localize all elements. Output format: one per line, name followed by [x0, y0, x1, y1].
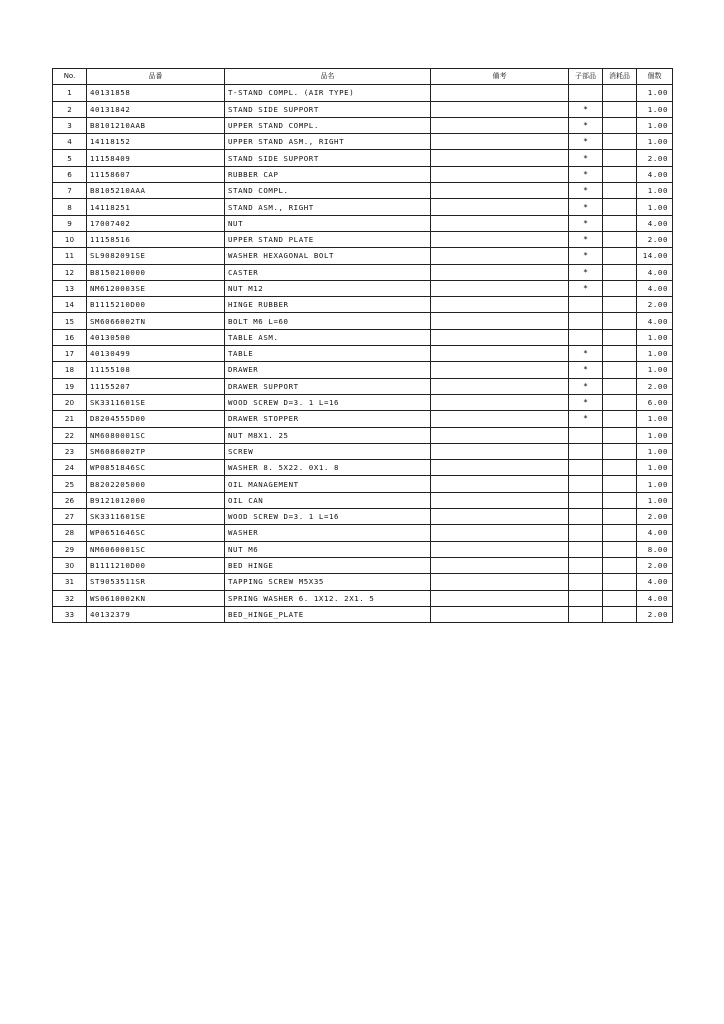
- row-remarks: [431, 427, 569, 443]
- row-quantity: 1.00: [637, 427, 673, 443]
- row-sub-part-mark: *: [569, 117, 603, 133]
- row-no: 32: [53, 590, 87, 606]
- row-no: 28: [53, 525, 87, 541]
- row-part-name: WASHER 8. 5X22. 0X1. 8: [225, 460, 431, 476]
- table-row: [53, 509, 673, 525]
- row-remarks: [431, 362, 569, 378]
- row-consumable-mark: [603, 166, 637, 182]
- row-consumable-mark: [603, 248, 637, 264]
- row-part-name: UPPER STAND PLATE: [225, 231, 431, 247]
- table-row: [53, 590, 673, 606]
- row-part-name: RUBBER CAP: [225, 166, 431, 182]
- row-no: 24: [53, 460, 87, 476]
- row-consumable-mark: [603, 362, 637, 378]
- row-part-no: D8204555D00: [87, 411, 225, 427]
- row-consumable-mark: [603, 509, 637, 525]
- row-part-no: WP0851846SC: [87, 460, 225, 476]
- row-sub-part-mark: *: [569, 362, 603, 378]
- row-part-no: SK3311601SE: [87, 394, 225, 410]
- row-remarks: [431, 329, 569, 345]
- table-row: [53, 460, 673, 476]
- row-sub-part-mark: *: [569, 166, 603, 182]
- row-part-no: SK3311601SE: [87, 509, 225, 525]
- row-part-no: 40130499: [87, 346, 225, 362]
- row-part-no: 11158409: [87, 150, 225, 166]
- table-row: [53, 411, 673, 427]
- row-no: 19: [53, 378, 87, 394]
- row-no: 21: [53, 411, 87, 427]
- row-sub-part-mark: [569, 492, 603, 508]
- row-sub-part-mark: [569, 590, 603, 606]
- row-no: 25: [53, 476, 87, 492]
- row-sub-part-mark: *: [569, 346, 603, 362]
- row-part-no: 17007402: [87, 215, 225, 231]
- row-part-no: 14118251: [87, 199, 225, 215]
- row-quantity: 6.00: [637, 394, 673, 410]
- table-row: [53, 85, 673, 101]
- row-quantity: 4.00: [637, 264, 673, 280]
- row-consumable-mark: [603, 574, 637, 590]
- table-row: [53, 525, 673, 541]
- row-quantity: 2.00: [637, 231, 673, 247]
- row-sub-part-mark: *: [569, 199, 603, 215]
- row-part-name: HINGE RUBBER: [225, 297, 431, 313]
- row-part-no: B8101210AAB: [87, 117, 225, 133]
- row-part-name: TABLE ASM.: [225, 329, 431, 345]
- row-consumable-mark: [603, 117, 637, 133]
- row-part-name: NUT M6: [225, 541, 431, 557]
- table-row: [53, 248, 673, 264]
- row-no: 11: [53, 248, 87, 264]
- table-row: [53, 297, 673, 313]
- row-consumable-mark: [603, 427, 637, 443]
- row-part-no: 40132379: [87, 606, 225, 622]
- row-no: 13: [53, 280, 87, 296]
- table-row: [53, 101, 673, 117]
- row-quantity: 2.00: [637, 509, 673, 525]
- row-sub-part-mark: [569, 525, 603, 541]
- row-no: 26: [53, 492, 87, 508]
- row-consumable-mark: [603, 101, 637, 117]
- row-sub-part-mark: [569, 297, 603, 313]
- row-part-no: SL9082091SE: [87, 248, 225, 264]
- row-part-no: B8105210AAA: [87, 183, 225, 199]
- row-part-no: 11155108: [87, 362, 225, 378]
- table-row: [53, 329, 673, 345]
- table-row: [53, 117, 673, 133]
- row-part-name: WOOD SCREW D=3. 1 L=16: [225, 509, 431, 525]
- row-quantity: 1.00: [637, 443, 673, 459]
- row-consumable-mark: [603, 394, 637, 410]
- row-part-name: CASTER: [225, 264, 431, 280]
- row-consumable-mark: [603, 297, 637, 313]
- row-consumable-mark: [603, 329, 637, 345]
- row-part-name: STAND COMPL.: [225, 183, 431, 199]
- row-part-name: TABLE: [225, 346, 431, 362]
- row-part-name: UPPER STAND ASM., RIGHT: [225, 134, 431, 150]
- row-remarks: [431, 590, 569, 606]
- row-consumable-mark: [603, 541, 637, 557]
- row-sub-part-mark: *: [569, 394, 603, 410]
- header-sub-part: 子部品: [569, 69, 603, 85]
- row-sub-part-mark: [569, 329, 603, 345]
- row-no: 5: [53, 150, 87, 166]
- table-row: [53, 264, 673, 280]
- row-sub-part-mark: [569, 606, 603, 622]
- row-no: 20: [53, 394, 87, 410]
- row-remarks: [431, 166, 569, 182]
- row-part-name: UPPER STAND COMPL.: [225, 117, 431, 133]
- row-quantity: 4.00: [637, 215, 673, 231]
- row-sub-part-mark: [569, 313, 603, 329]
- row-remarks: [431, 492, 569, 508]
- row-part-name: WASHER HEXAGONAL BOLT: [225, 248, 431, 264]
- row-part-name: STAND SIDE SUPPORT: [225, 150, 431, 166]
- row-no: 8: [53, 199, 87, 215]
- row-quantity: 1.00: [637, 346, 673, 362]
- row-part-name: BED_HINGE_PLATE: [225, 606, 431, 622]
- row-remarks: [431, 183, 569, 199]
- row-quantity: 4.00: [637, 525, 673, 541]
- row-part-name: NUT: [225, 215, 431, 231]
- header-row: [53, 69, 673, 85]
- row-consumable-mark: [603, 280, 637, 296]
- row-part-no: 40130500: [87, 329, 225, 345]
- row-sub-part-mark: [569, 85, 603, 101]
- row-consumable-mark: [603, 346, 637, 362]
- row-part-no: SM6066002TN: [87, 313, 225, 329]
- row-no: 17: [53, 346, 87, 362]
- row-sub-part-mark: [569, 541, 603, 557]
- row-quantity: 2.00: [637, 378, 673, 394]
- row-no: 6: [53, 166, 87, 182]
- row-sub-part-mark: *: [569, 134, 603, 150]
- header-part-name: 品名: [225, 69, 431, 85]
- table-row: [53, 183, 673, 199]
- row-quantity: 1.00: [637, 476, 673, 492]
- row-part-no: NM6080001SC: [87, 427, 225, 443]
- row-quantity: 4.00: [637, 574, 673, 590]
- row-quantity: 1.00: [637, 85, 673, 101]
- row-part-no: WS0610002KN: [87, 590, 225, 606]
- row-no: 31: [53, 574, 87, 590]
- row-sub-part-mark: *: [569, 411, 603, 427]
- row-no: 15: [53, 313, 87, 329]
- row-remarks: [431, 264, 569, 280]
- row-consumable-mark: [603, 443, 637, 459]
- row-no: 1: [53, 85, 87, 101]
- row-no: 16: [53, 329, 87, 345]
- header-consumable: 消耗品: [603, 69, 637, 85]
- row-quantity: 1.00: [637, 362, 673, 378]
- row-part-no: SM6086002TP: [87, 443, 225, 459]
- row-consumable-mark: [603, 183, 637, 199]
- row-remarks: [431, 606, 569, 622]
- row-part-no: 14118152: [87, 134, 225, 150]
- table-row: [53, 557, 673, 573]
- row-sub-part-mark: *: [569, 231, 603, 247]
- row-no: 9: [53, 215, 87, 231]
- row-remarks: [431, 85, 569, 101]
- row-quantity: 1.00: [637, 101, 673, 117]
- row-consumable-mark: [603, 313, 637, 329]
- row-remarks: [431, 394, 569, 410]
- row-remarks: [431, 460, 569, 476]
- table-row: [53, 606, 673, 622]
- row-part-name: WOOD SCREW D=3. 1 L=16: [225, 394, 431, 410]
- row-remarks: [431, 248, 569, 264]
- table-row: [53, 346, 673, 362]
- row-no: 3: [53, 117, 87, 133]
- row-part-no: 40131842: [87, 101, 225, 117]
- row-quantity: 4.00: [637, 166, 673, 182]
- table-row: [53, 215, 673, 231]
- row-remarks: [431, 411, 569, 427]
- row-no: 7: [53, 183, 87, 199]
- row-part-no: B1115210D00: [87, 297, 225, 313]
- row-no: 12: [53, 264, 87, 280]
- row-no: 2: [53, 101, 87, 117]
- row-quantity: 1.00: [637, 329, 673, 345]
- row-consumable-mark: [603, 476, 637, 492]
- row-sub-part-mark: [569, 574, 603, 590]
- row-remarks: [431, 231, 569, 247]
- table-row: [53, 313, 673, 329]
- row-sub-part-mark: [569, 427, 603, 443]
- row-no: 10: [53, 231, 87, 247]
- row-part-no: 40131858: [87, 85, 225, 101]
- row-part-no: NM6120003SE: [87, 280, 225, 296]
- table-row: [53, 231, 673, 247]
- row-remarks: [431, 101, 569, 117]
- row-consumable-mark: [603, 460, 637, 476]
- header-quantity: 個数: [637, 69, 673, 85]
- row-no: 29: [53, 541, 87, 557]
- row-no: 30: [53, 557, 87, 573]
- row-quantity: 8.00: [637, 541, 673, 557]
- table-row: [53, 362, 673, 378]
- row-no: 27: [53, 509, 87, 525]
- table-row: [53, 394, 673, 410]
- row-part-no: ST9053511SR: [87, 574, 225, 590]
- row-quantity: 1.00: [637, 117, 673, 133]
- row-quantity: 2.00: [637, 606, 673, 622]
- header-no: No.: [53, 69, 87, 85]
- parts-list-table: [52, 68, 673, 623]
- row-no: 14: [53, 297, 87, 313]
- row-remarks: [431, 378, 569, 394]
- row-part-name: BED HINGE: [225, 557, 431, 573]
- row-remarks: [431, 215, 569, 231]
- row-no: 18: [53, 362, 87, 378]
- row-quantity: 4.00: [637, 590, 673, 606]
- row-quantity: 1.00: [637, 183, 673, 199]
- row-remarks: [431, 134, 569, 150]
- row-consumable-mark: [603, 231, 637, 247]
- row-sub-part-mark: *: [569, 150, 603, 166]
- row-sub-part-mark: [569, 557, 603, 573]
- row-sub-part-mark: *: [569, 280, 603, 296]
- row-part-name: WASHER: [225, 525, 431, 541]
- row-sub-part-mark: *: [569, 215, 603, 231]
- row-remarks: [431, 557, 569, 573]
- row-part-name: NUT M8X1. 25: [225, 427, 431, 443]
- row-quantity: 1.00: [637, 460, 673, 476]
- row-consumable-mark: [603, 378, 637, 394]
- row-part-no: 11158516: [87, 231, 225, 247]
- table-row: [53, 134, 673, 150]
- row-quantity: 4.00: [637, 313, 673, 329]
- row-quantity: 1.00: [637, 411, 673, 427]
- row-consumable-mark: [603, 85, 637, 101]
- row-consumable-mark: [603, 150, 637, 166]
- row-part-name: NUT M12: [225, 280, 431, 296]
- table-row: [53, 541, 673, 557]
- row-quantity: 14.00: [637, 248, 673, 264]
- row-remarks: [431, 443, 569, 459]
- row-remarks: [431, 509, 569, 525]
- header-remarks: 備考: [431, 69, 569, 85]
- row-part-no: B9121012000: [87, 492, 225, 508]
- row-no: 4: [53, 134, 87, 150]
- row-part-no: B8202205000: [87, 476, 225, 492]
- row-part-name: T-STAND COMPL. (AIR TYPE): [225, 85, 431, 101]
- row-quantity: 2.00: [637, 150, 673, 166]
- row-quantity: 2.00: [637, 297, 673, 313]
- row-remarks: [431, 117, 569, 133]
- table-header: [53, 69, 673, 85]
- row-remarks: [431, 313, 569, 329]
- row-part-name: TAPPING SCREW M5X35: [225, 574, 431, 590]
- row-no: 22: [53, 427, 87, 443]
- row-sub-part-mark: *: [569, 264, 603, 280]
- row-consumable-mark: [603, 590, 637, 606]
- row-consumable-mark: [603, 411, 637, 427]
- row-consumable-mark: [603, 525, 637, 541]
- table-row: [53, 150, 673, 166]
- row-quantity: 4.00: [637, 280, 673, 296]
- row-part-no: 11155207: [87, 378, 225, 394]
- table-row: [53, 427, 673, 443]
- row-sub-part-mark: *: [569, 248, 603, 264]
- row-quantity: 1.00: [637, 134, 673, 150]
- table-row: [53, 166, 673, 182]
- table-row: [53, 492, 673, 508]
- row-sub-part-mark: [569, 443, 603, 459]
- table-row: [53, 476, 673, 492]
- row-consumable-mark: [603, 492, 637, 508]
- row-part-name: STAND SIDE SUPPORT: [225, 101, 431, 117]
- row-part-no: WP0651646SC: [87, 525, 225, 541]
- row-part-no: 11158607: [87, 166, 225, 182]
- row-part-name: OIL CAN: [225, 492, 431, 508]
- table-row: [53, 280, 673, 296]
- row-part-no: B8150210000: [87, 264, 225, 280]
- row-remarks: [431, 574, 569, 590]
- row-part-name: DRAWER: [225, 362, 431, 378]
- row-part-no: NM6060001SC: [87, 541, 225, 557]
- row-part-no: B1111210D00: [87, 557, 225, 573]
- row-remarks: [431, 525, 569, 541]
- row-sub-part-mark: *: [569, 183, 603, 199]
- row-sub-part-mark: [569, 476, 603, 492]
- table-body: [53, 85, 673, 623]
- row-consumable-mark: [603, 134, 637, 150]
- row-part-name: SPRING WASHER 6. 1X12. 2X1. 5: [225, 590, 431, 606]
- row-consumable-mark: [603, 215, 637, 231]
- row-remarks: [431, 297, 569, 313]
- row-remarks: [431, 199, 569, 215]
- table-row: [53, 574, 673, 590]
- row-remarks: [431, 346, 569, 362]
- row-quantity: 1.00: [637, 199, 673, 215]
- row-no: 23: [53, 443, 87, 459]
- row-remarks: [431, 280, 569, 296]
- row-sub-part-mark: [569, 509, 603, 525]
- row-part-name: STAND ASM., RIGHT: [225, 199, 431, 215]
- table-row: [53, 378, 673, 394]
- row-quantity: 1.00: [637, 492, 673, 508]
- row-part-name: BOLT M6 L=60: [225, 313, 431, 329]
- row-consumable-mark: [603, 606, 637, 622]
- row-consumable-mark: [603, 557, 637, 573]
- row-sub-part-mark: *: [569, 101, 603, 117]
- row-consumable-mark: [603, 264, 637, 280]
- row-part-name: OIL MANAGEMENT: [225, 476, 431, 492]
- row-remarks: [431, 541, 569, 557]
- row-consumable-mark: [603, 199, 637, 215]
- header-part-no: 品番: [87, 69, 225, 85]
- table-row: [53, 199, 673, 215]
- row-sub-part-mark: *: [569, 378, 603, 394]
- row-sub-part-mark: [569, 460, 603, 476]
- row-part-name: DRAWER SUPPORT: [225, 378, 431, 394]
- row-quantity: 2.00: [637, 557, 673, 573]
- row-part-name: SCREW: [225, 443, 431, 459]
- row-part-name: DRAWER STOPPER: [225, 411, 431, 427]
- row-remarks: [431, 476, 569, 492]
- table-row: [53, 443, 673, 459]
- row-no: 33: [53, 606, 87, 622]
- row-remarks: [431, 150, 569, 166]
